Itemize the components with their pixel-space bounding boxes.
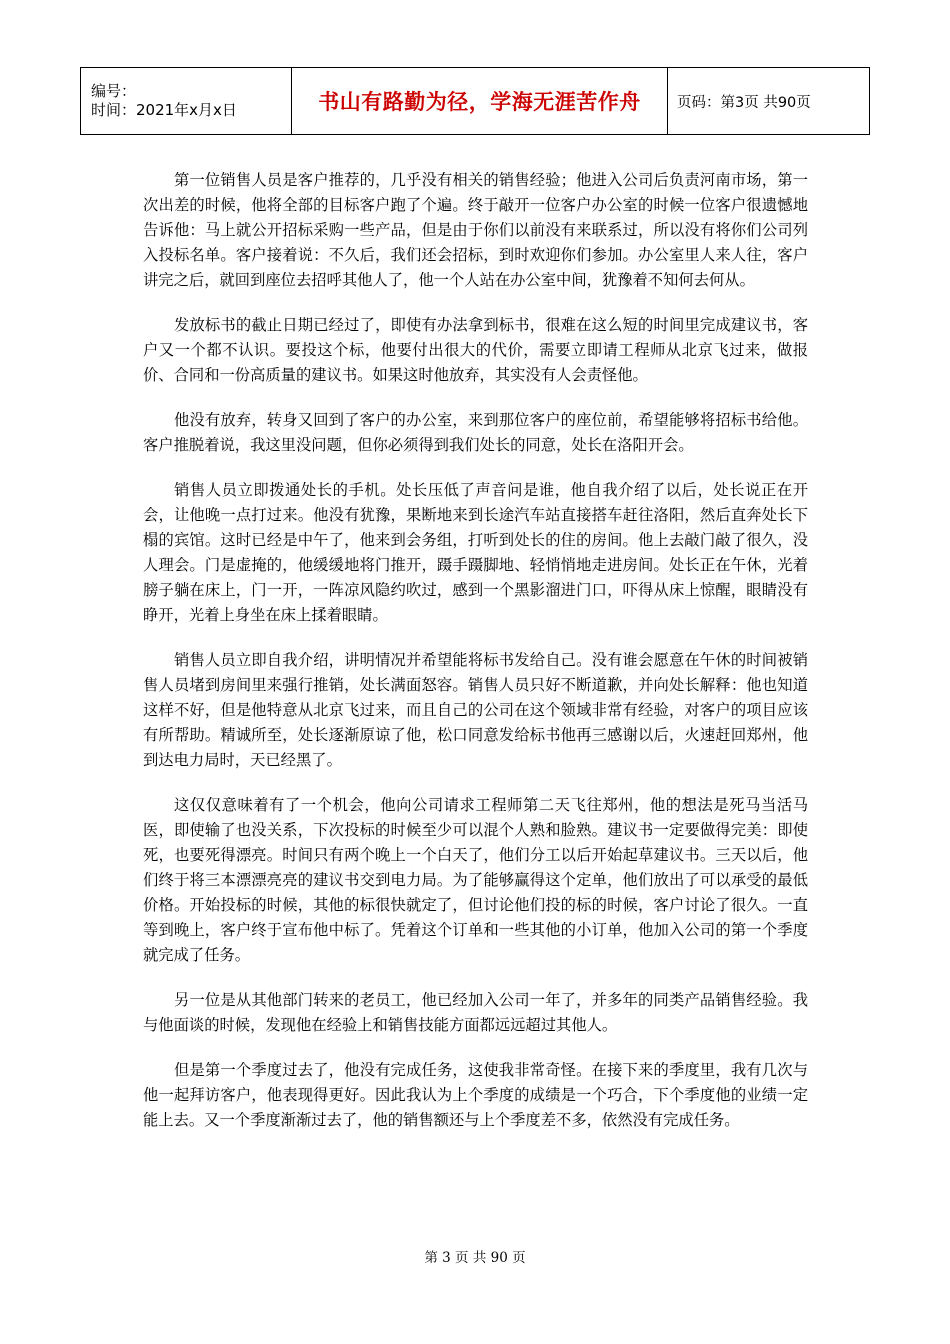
header-meta-cell — [81, 68, 292, 135]
header-motto: 书山有路勤为径，学海无涯苦作舟 — [292, 68, 668, 135]
document-body — [143, 168, 808, 1153]
paragraph: 发放标书的截止日期已经过了，即使有办法拿到标书，很难在这么短的时间里完成建议书，客户又一个都不认识。要投这个标，他要付出很大的代价，需要立即请工程师从北京飞过来，做报价、合同和一份高质量的建议书。如果这时他放弃，其实没有人会责怪他。 — [143, 316, 808, 384]
paragraph: 但是第一个季度过去了，他没有完成任务，这使我非常奇怪。在接下来的季度里，我有几次与他一起拜访客户，他表现得更好。因此我认为上个季度的成绩是一个巧合，下个季度他的业绩一定能上去。又一个季度渐渐过去了，他的销售额还与上个季度差不多，依然没有完成任务。 — [143, 1061, 808, 1129]
document-number-label: 编号： — [91, 82, 137, 100]
header-page-info: 页码：第3页 共90页 — [668, 68, 870, 135]
page-footer: 第 3 页 共 90 页 — [424, 1250, 526, 1266]
paragraph: 另一位是从其他部门转来的老员工，他已经加入公司一年了，并多年的同类产品销售经验。我与他面谈的时候，发现他在经验上和销售技能方面都远远超过其他人。 — [143, 991, 808, 1034]
paragraph: 他没有放弃，转身又回到了客户的办公室，来到那位客户的座位前，希望能够将招标书给他。客户推脱着说，我这里没问题，但你必须得到我们处长的同意，处长在洛阳开会。 — [143, 411, 808, 454]
paragraph: 销售人员立即拨通处长的手机。处长压低了声音问是谁，他自我介绍了以后，处长说正在开会，让他晚一点打过来。他没有犹豫，果断地来到长途汽车站直接搭车赶往洛阳，然后直奔处长下榻的宾馆。这时已经是中午了，他来到会务组，打听到处长的住的房间。他上去敲门敲了很久，没人理会。门是虚掩的，他缓缓地将门推开，蹑手蹑脚地、轻悄悄地走进房间。处长正在午休，光着膀子躺在床上，门一开，一阵凉风隐约吹过，感到一个黑影溜进门口，吓得从床上惊醒，眼睛没有睁开，光着上身坐在床上揉着眼睛。 — [143, 481, 808, 624]
paragraph: 第一位销售人员是客户推荐的，几乎没有相关的销售经验；他进入公司后负责河南市场，第一次出差的时候，他将全部的目标客户跑了个遍。终于敲开一位客户办公室的时候一位客户很遗憾地告诉他：马上就公开招标采购一些产品，但是由于你们以前没有来联系过，所以没有将你们公司列入投标名单。客户接着说：不久后，我们还会招标，到时欢迎你们参加。办公室里人来人往，客户讲完之后，就回到座位去招呼其他人了，他一个人站在办公室中间，犹豫着不知何去何从。 — [143, 171, 808, 289]
paragraph: 销售人员立即自我介绍，讲明情况并希望能将标书发给自己。没有谁会愿意在午休的时间被销售人员堵到房间里来强行推销，处长满面怒容。销售人员只好不断道歉，并向处长解释：他也知道这样不好，但是他特意从北京飞过来，而且自己的公司在这个领域非常有经验，对客户的项目应该有所帮助。精诚所至，处长逐渐原谅了他，松口同意发给标书他再三感谢以后，火速赶回郑州，他到达电力局时，天已经黑了。 — [143, 651, 808, 769]
document-header — [80, 67, 870, 135]
document-date: 时间：2021年x月x日 — [91, 101, 237, 119]
paragraph: 这仅仅意味着有了一个机会，他向公司请求工程师第二天飞往郑州，他的想法是死马当活马医，即使输了也没关系，下次投标的时候至少可以混个人熟和脸熟。建议书一定要做得完美：即使死，也要死得漂亮。时间只有两个晚上一个白天了，他们分工以后开始起草建议书。三天以后，他们终于将三本漂漂亮亮的建议书交到电力局。为了能够赢得这个定单，他们放出了可以承受的最低价格。开始投标的时候，其他的标很快就定了，但讨论他们投的标的时候，客户讨论了很久。一直等到晚上，客户终于宣布他中标了。凭着这个订单和一些其他的小订单，他加入公司的第一个季度就完成了任务。 — [143, 796, 808, 964]
